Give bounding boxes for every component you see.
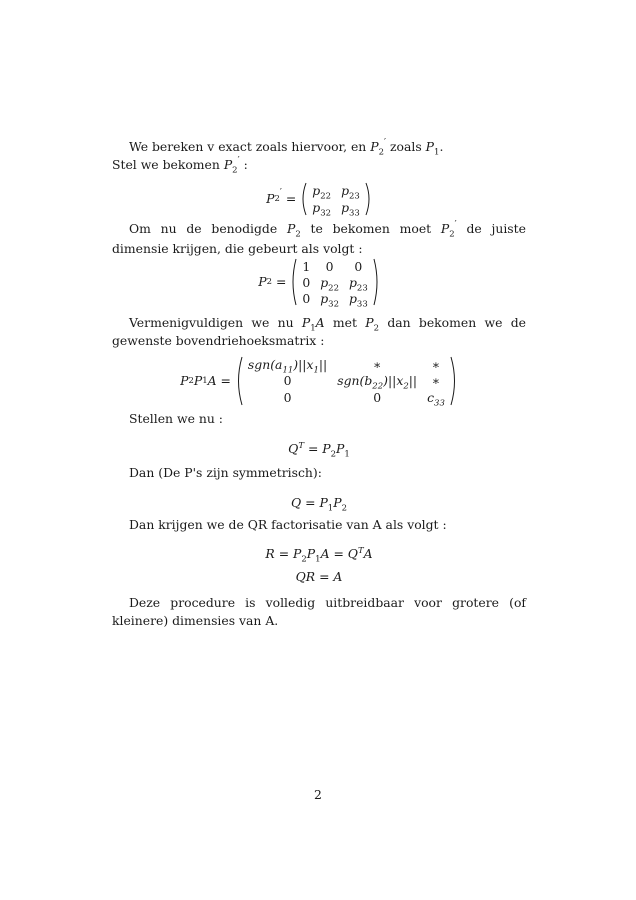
matrix-entry: $p_{32}$ [312,200,332,219]
text-span: Stellen we nu : [129,411,223,426]
equation-p2: P 2 = 1 0 0 0 $p_{22}$ $p_{23}$ 0 $p_{32}$ $p_{33}$ [112,258,526,306]
paragraph-qr [112,516,526,534]
matrix-entry: 0 [325,258,334,274]
equation-qr: QR = A [295,569,343,584]
text-span: te bekomen moet [310,221,432,236]
equation-p2p1a: P 2 P 1 A = $sgn(a_{11})||x_1||$ ∗ ∗ 0 $sgn(b_{22})||x_2||$ ∗ 0 0 $c_{33}$ [112,356,526,406]
matrix-entry: $p_{32}$ [320,290,339,309]
text-span: Stel we bekomen [112,157,220,172]
text-span: met [332,315,357,330]
matrix-entry: $p_{33}$ [341,200,360,219]
text-span: Om nu de benodigde [129,221,278,236]
paragraph-stellen [112,410,526,428]
text-span: Vermenigvuldigen we nu [129,315,294,330]
text-span: Dan krijgen we de QR factorisatie van A als volgt : [129,517,447,532]
matrix-upper-triangular: $sgn(a_{11})||x_1||$ ∗ ∗ 0 $sgn(b_{22})||x_2||$ ∗ 0 0 $c_{33}$ [235,356,458,406]
matrix-p2prime [300,182,372,219]
equation-qt: $Q^T = P_2P_1$ [288,440,350,460]
paragraph-conclusion [112,594,526,630]
text-span: de juiste dimensie krijgen, die gebeurt als volgt : [112,221,526,256]
matrix-entry: $p_{33}$ [348,290,368,309]
equation-p2prime: P 2 ′ = $p_{22}$ $p_{23}$ $p_{32}$ $p_{33}$ [112,182,526,216]
paragraph-intro: We bereken v exact zoals hiervoor, en $P_2'$ zoals $P_1$. [129,138,444,158]
text-span: Deze procedure is volledig uitbreidbaar voor grotere (of kleinere) dimensies van A. [112,595,526,628]
matrix-entry: $p_{22}$ [320,274,339,293]
paragraph-vermenigvuldigen: Vermenigvuldigen we nu $P_1A$ met $P_2$ dan bekomen we de gewenste bovendriehoeksmatrix : [112,315,526,348]
matrix-entry: 0 [354,258,363,274]
matrix-p2 [290,258,379,309]
matrix-entry: 0 [302,274,311,290]
paragraph-symmetrisch [112,464,526,482]
equation-q: $Q = P_1P_2$ [291,495,347,514]
equation-r: $R = P_2P_1A = Q^TA$ [265,545,373,565]
matrix-entry: $p_{23}$ [341,183,360,202]
paragraph-benodigde: Om nu de benodigde $P_2$ te bekomen moet $P_2'$ de juiste dimensie krijgen, die gebeurt als volgt : [112,220,526,256]
text-span: Dan (De P's zijn symmetrisch): [129,465,322,480]
text-span: dan bekomen we de gewenste bovendriehoeksmatrix : [112,315,526,348]
matrix-entry: $p_{23}$ [348,274,368,293]
text-span: We bereken v exact zoals hiervoor, en [129,139,367,154]
matrix-entry: 0 [302,290,311,306]
paragraph-stel: Stel we bekomen $P_2'$ : [112,156,248,176]
matrix-entry: $p_{22}$ [312,183,332,202]
matrix-entry: 1 [302,258,311,274]
text-span: zoals [390,139,422,154]
page-number: 2 [314,787,322,802]
